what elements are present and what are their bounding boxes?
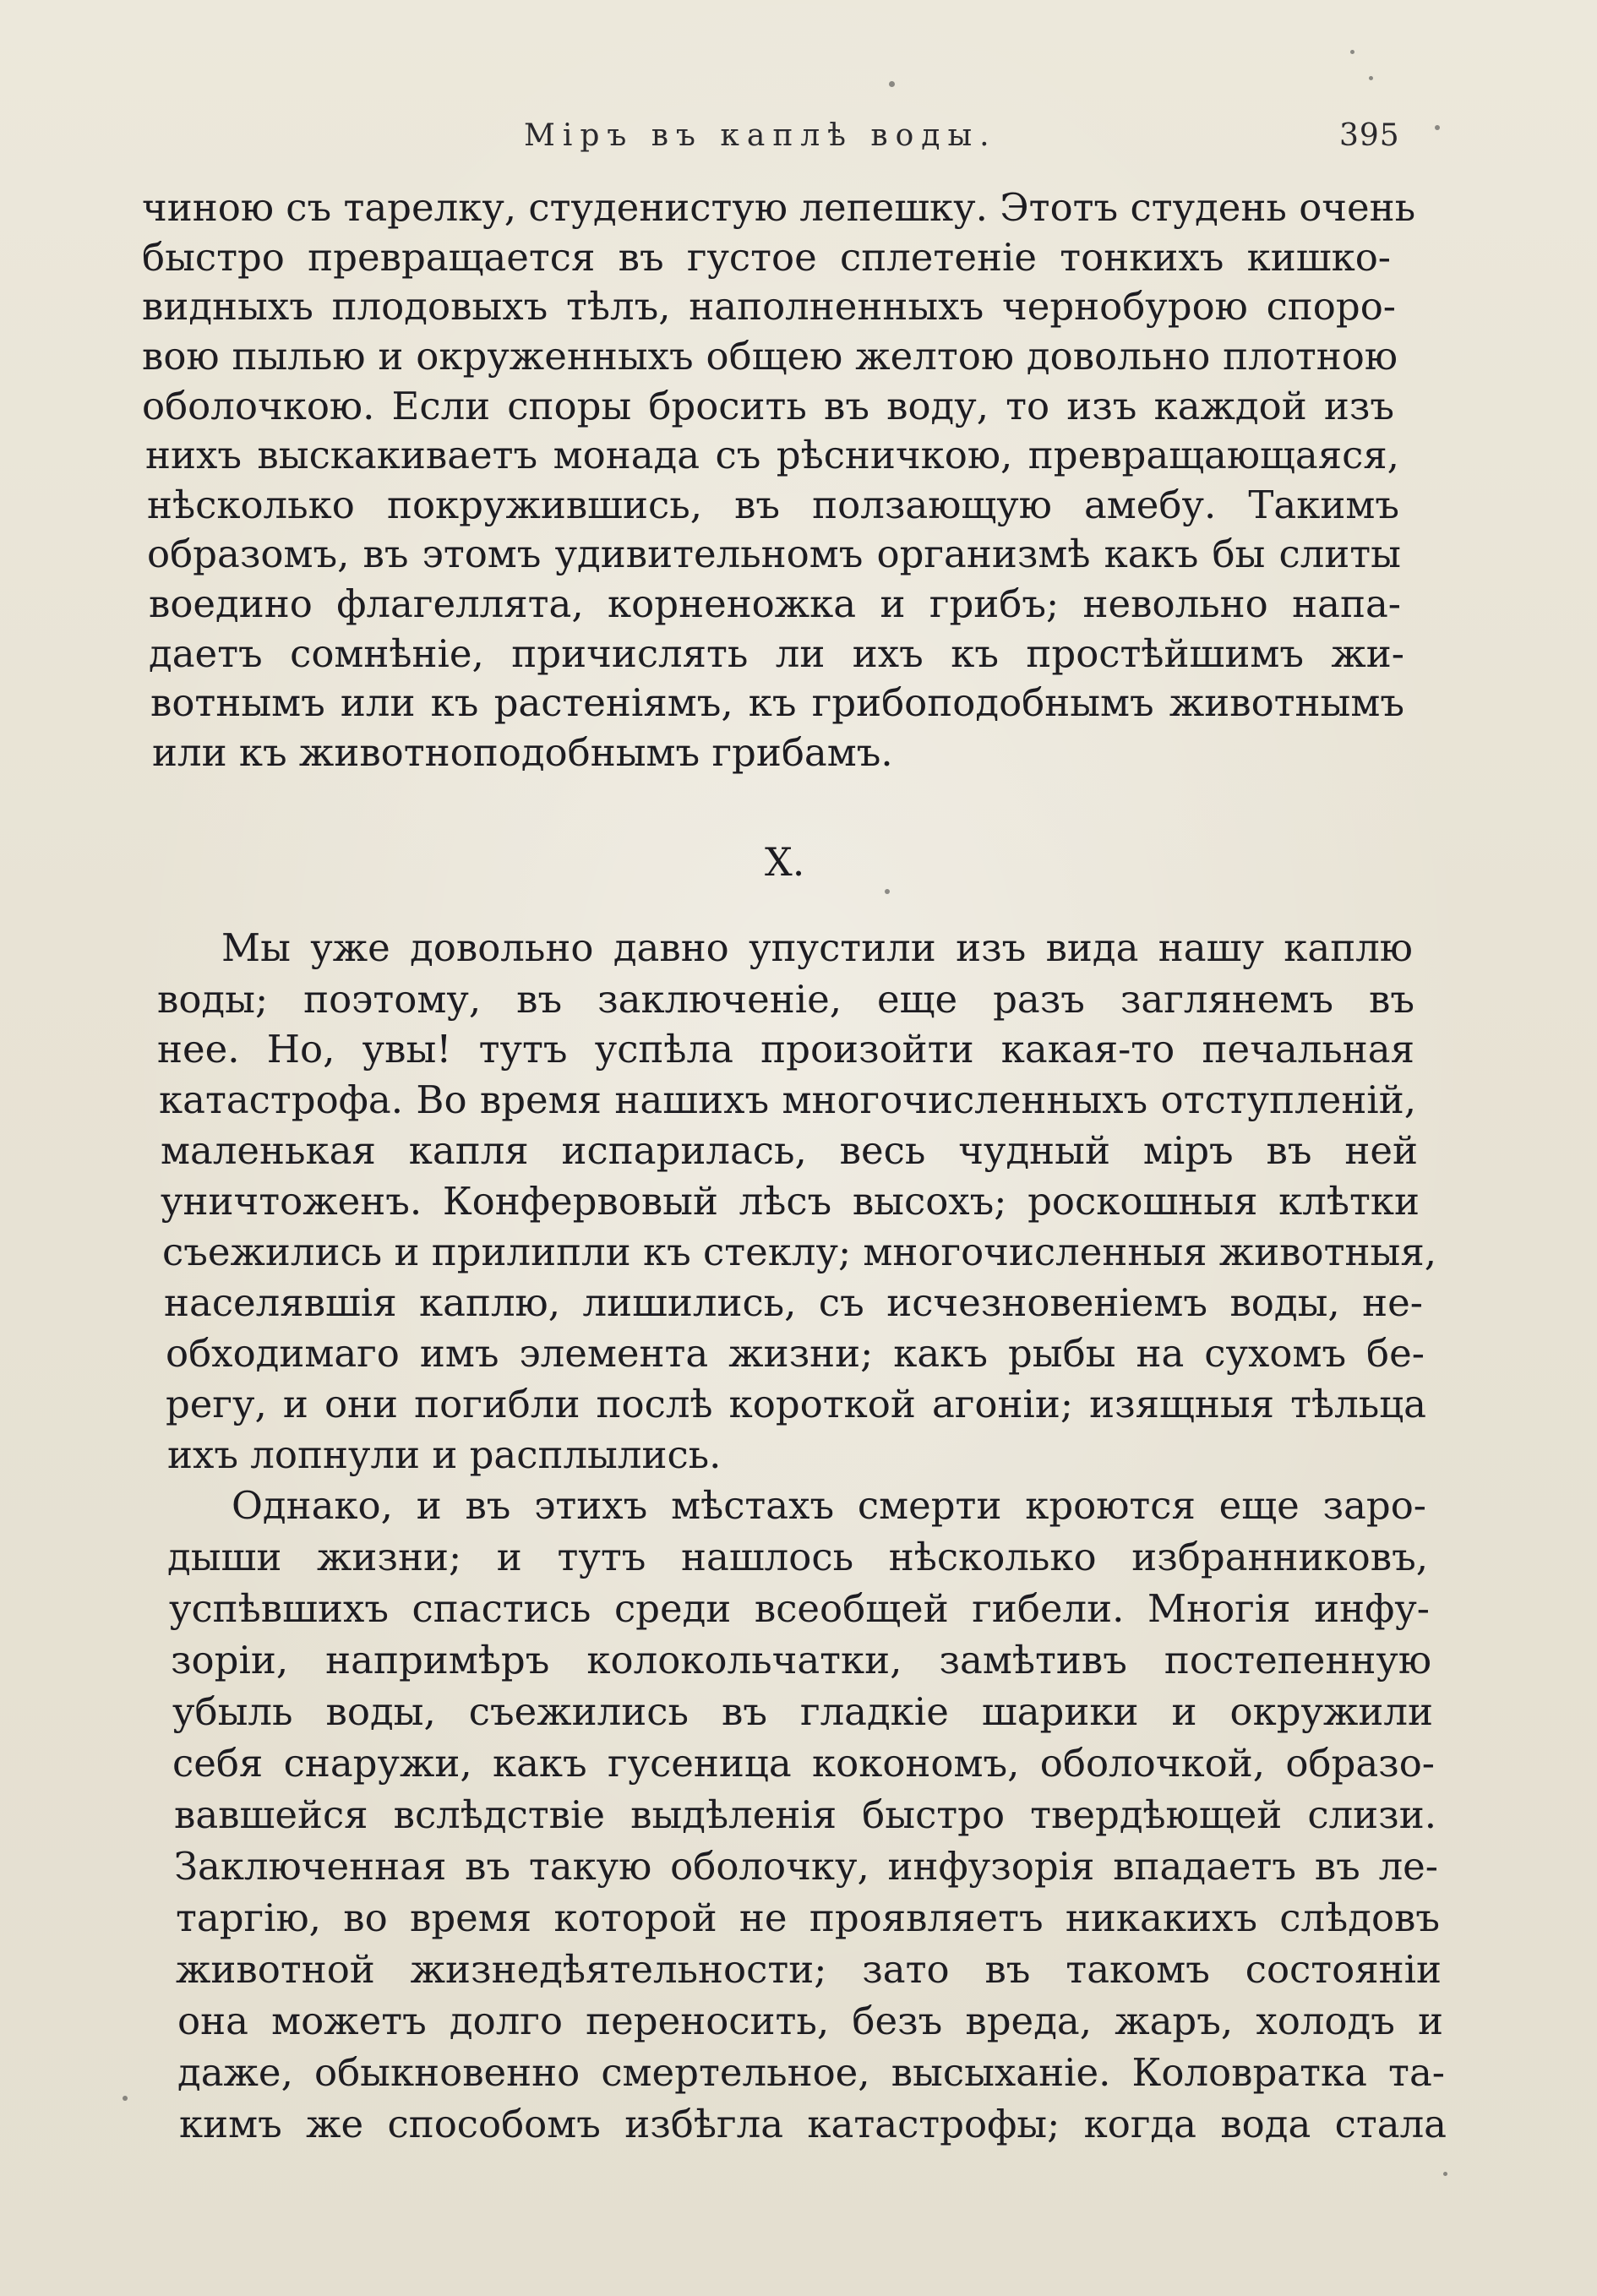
text-line: животной жизнедѣятельности; зато въ такомъ состояніи bbox=[176, 1947, 1442, 1992]
text-line: регу, и они погибли послѣ короткой агоніи; изящныя тѣльца bbox=[166, 1382, 1426, 1426]
text-line: вотнымъ или къ растеніямъ, къ грибоподобнымъ животнымъ bbox=[150, 680, 1404, 725]
paper-speck bbox=[885, 889, 890, 894]
paper-speck bbox=[123, 2096, 128, 2101]
text-line: маленькая капля испарилась, весь чудный міръ въ ней bbox=[161, 1128, 1418, 1173]
text-line: кимъ же способомъ избѣгла катастрофы; когда вода стала bbox=[179, 2102, 1447, 2146]
section-heading: X. bbox=[765, 839, 805, 885]
text-line: даже, обыкновенно смертельное, высыханіе. Коловратка та- bbox=[177, 2050, 1445, 2095]
paper-speck bbox=[1350, 50, 1354, 54]
text-line: успѣвшихъ спастись среди всеобщей гибели. Многія инфу- bbox=[169, 1586, 1430, 1631]
paper-speck bbox=[889, 81, 895, 87]
text-line: вою пылью и окруженныхъ общею желтою довольно плотною bbox=[142, 334, 1398, 379]
text-line: оболочкою. Если споры бросить въ воду, то изъ каждой изъ bbox=[142, 384, 1394, 428]
text-line: зоріи, напримѣръ колокольчатки, замѣтивъ постепенную bbox=[171, 1638, 1431, 1682]
text-line: видныхъ плодовыхъ тѣлъ, наполненныхъ чернобурою споро- bbox=[142, 284, 1396, 329]
paper-speck bbox=[1443, 2172, 1447, 2176]
text-line: таргію, во время которой не проявляетъ никакихъ слѣдовъ bbox=[176, 1895, 1440, 1940]
text-line: обходимаго имъ элемента жизни; какъ рыбы на сухомъ бе- bbox=[166, 1331, 1425, 1376]
text-line: себя снаружи, какъ гусеница кокономъ, оболочкой, образо- bbox=[172, 1741, 1435, 1786]
text-line: чиною съ тарелку, студенистую лепешку. Этотъ студень очень bbox=[142, 185, 1416, 230]
text-line: даетъ сомнѣніе, причислять ли ихъ къ простѣйшимъ жи- bbox=[149, 631, 1404, 676]
text-line: ихъ лопнули и расплылись. bbox=[167, 1432, 722, 1477]
text-line: она можетъ долго переносить, безъ вреда, жаръ, холодъ и bbox=[177, 1999, 1443, 2043]
text-line: образомъ, въ этомъ удивительномъ организмѣ какъ бы слиты bbox=[147, 532, 1401, 576]
text-line: воды; поэтому, въ заключеніе, еще разъ заглянемъ въ bbox=[157, 977, 1414, 1022]
text-line: нихъ выскакиваетъ монада съ рѣсничкою, превращающаяся, bbox=[145, 433, 1399, 477]
text-line: съежились и прилипли къ стеклу; многочисленныя животныя, bbox=[162, 1230, 1437, 1274]
text-line: нее. Но, увы! тутъ успѣла произойти какая-то печальная bbox=[157, 1027, 1414, 1072]
text-line: катастрофа. Во время нашихъ многочисленныхъ отступленій, bbox=[159, 1077, 1416, 1122]
text-line: дыши жизни; и тутъ нашлось нѣсколько избранниковъ, bbox=[167, 1535, 1428, 1579]
page-number: 395 bbox=[1339, 118, 1400, 153]
text-line: уничтоженъ. Конфервовый лѣсъ высохъ; роскошныя клѣтки bbox=[161, 1179, 1420, 1224]
text-line: воедино флагеллята, корненожка и грибъ; невольно напа- bbox=[149, 581, 1401, 626]
text-line: быстро превращается въ густое сплетеніе тонкихъ кишко- bbox=[142, 235, 1391, 280]
text-line: нѣсколько покружившись, въ ползающую амебу. Такимъ bbox=[147, 483, 1399, 527]
text-line: Заключенная въ такую оболочку, инфузорія впадаетъ въ ле- bbox=[174, 1844, 1438, 1889]
text-line: вавшейся вслѣдствіе выдѣленія быстро твердѣющей слизи. bbox=[174, 1792, 1436, 1837]
text-line: убыль воды, съежились въ гладкіе шарики и окружили bbox=[172, 1689, 1433, 1734]
text-line: или къ животноподобнымъ грибамъ. bbox=[152, 730, 893, 775]
paper-speck bbox=[1435, 125, 1440, 130]
text-line: Мы уже довольно давно упустили изъ вида нашу каплю bbox=[221, 925, 1413, 970]
paper-speck bbox=[1369, 76, 1373, 80]
running-title: Міръ въ каплѣ воды. bbox=[524, 118, 997, 153]
text-line: населявшія каплю, лишились, съ исчезновеніемъ воды, не- bbox=[164, 1280, 1423, 1325]
text-line: Однако, и въ этихъ мѣстахъ смерти кроются еще заро- bbox=[232, 1483, 1426, 1528]
